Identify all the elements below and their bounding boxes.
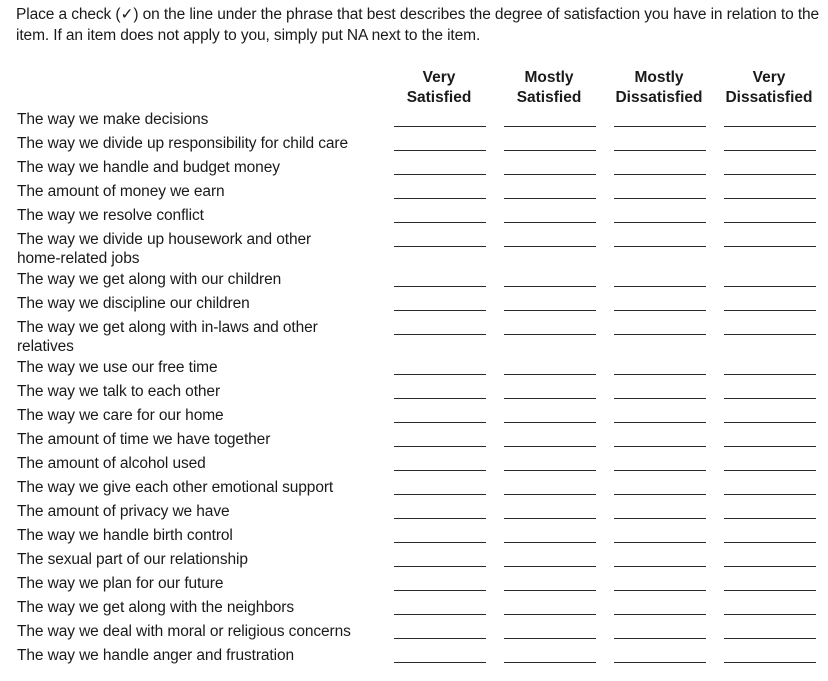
answer-blank-mostly-dissatisfied[interactable]: [614, 614, 706, 615]
answer-blank-very-dissatisfied[interactable]: [724, 542, 816, 543]
answer-blank-very-dissatisfied[interactable]: [724, 246, 816, 247]
answer-blank-mostly-dissatisfied[interactable]: [614, 126, 706, 127]
answer-blank-mostly-dissatisfied[interactable]: [614, 518, 706, 519]
column-headers: [0, 68, 828, 112]
survey-item-row: [0, 622, 828, 646]
answer-blank-very-satisfied[interactable]: [394, 310, 486, 311]
answer-blank-very-dissatisfied[interactable]: [724, 446, 816, 447]
survey-item-label: The amount of money we earn: [17, 183, 225, 200]
answer-blank-mostly-satisfied[interactable]: [504, 518, 596, 519]
answer-blank-mostly-satisfied[interactable]: [504, 542, 596, 543]
survey-item-row: [0, 110, 828, 134]
answer-blank-mostly-satisfied[interactable]: [504, 422, 596, 423]
answer-blank-mostly-dissatisfied[interactable]: [614, 198, 706, 199]
survey-item-row: [0, 358, 828, 382]
answer-blank-mostly-dissatisfied[interactable]: [614, 222, 706, 223]
survey-item-row: [0, 294, 828, 318]
survey-item-label: The way we care for our home: [17, 407, 224, 424]
answer-blank-mostly-dissatisfied[interactable]: [614, 174, 706, 175]
answer-blank-very-satisfied[interactable]: [394, 398, 486, 399]
survey-item-label: The way we discipline our children: [17, 295, 250, 312]
column-header-line1: Very: [422, 69, 456, 86]
answer-blank-mostly-satisfied[interactable]: [504, 334, 596, 335]
answer-blank-very-satisfied[interactable]: [394, 470, 486, 471]
answer-blank-very-satisfied[interactable]: [394, 590, 486, 591]
answer-blank-mostly-dissatisfied[interactable]: [614, 470, 706, 471]
answer-blank-very-satisfied[interactable]: [394, 638, 486, 639]
survey-item-row: [0, 502, 828, 526]
answer-blank-mostly-dissatisfied[interactable]: [614, 398, 706, 399]
answer-blank-mostly-dissatisfied[interactable]: [614, 150, 706, 151]
survey-item-label: The way we divide up responsibility for child care: [17, 135, 348, 152]
survey-item-row: [0, 406, 828, 430]
answer-blank-mostly-satisfied[interactable]: [504, 150, 596, 151]
answer-blank-very-satisfied[interactable]: [394, 334, 486, 335]
survey-item-label: The amount of alcohol used: [17, 455, 206, 472]
answer-blank-mostly-satisfied[interactable]: [504, 638, 596, 639]
answer-blank-very-dissatisfied[interactable]: [724, 334, 816, 335]
survey-item-label: The way we get along with the neighbors: [17, 599, 294, 616]
answer-blank-mostly-satisfied[interactable]: [504, 222, 596, 223]
answer-blank-very-dissatisfied[interactable]: [724, 310, 816, 311]
survey-item-row: [0, 318, 828, 358]
answer-blank-mostly-satisfied[interactable]: [504, 198, 596, 199]
answer-blank-very-satisfied[interactable]: [394, 198, 486, 199]
answer-blank-mostly-satisfied[interactable]: [504, 590, 596, 591]
survey-item-row: [0, 182, 828, 206]
answer-blank-mostly-satisfied[interactable]: [504, 174, 596, 175]
survey-item-label: The way we handle anger and frustration: [17, 647, 294, 664]
answer-blank-mostly-dissatisfied[interactable]: [614, 446, 706, 447]
answer-blank-very-dissatisfied[interactable]: [724, 422, 816, 423]
answer-blank-very-satisfied[interactable]: [394, 174, 486, 175]
column-header-line2: Dissatisfied: [725, 89, 813, 106]
answer-blank-very-satisfied[interactable]: [394, 494, 486, 495]
survey-item-label: The way we handle and budget money: [17, 159, 280, 176]
survey-item-label: The way we use our free time: [17, 359, 218, 376]
answer-blank-very-satisfied[interactable]: [394, 126, 486, 127]
survey-item-row: [0, 454, 828, 478]
survey-item-row: [0, 574, 828, 598]
survey-item-label: The way we give each other emotional support: [17, 479, 334, 496]
survey-item-label: The way we talk to each other: [17, 383, 221, 400]
survey-item-row: [0, 478, 828, 502]
answer-blank-mostly-dissatisfied[interactable]: [614, 286, 706, 287]
survey-item-row: [0, 430, 828, 454]
answer-blank-mostly-satisfied[interactable]: [504, 470, 596, 471]
answer-blank-very-dissatisfied[interactable]: [724, 662, 816, 663]
answer-blank-mostly-dissatisfied[interactable]: [614, 566, 706, 567]
answer-blank-mostly-satisfied[interactable]: [504, 310, 596, 311]
answer-blank-very-dissatisfied[interactable]: [724, 150, 816, 151]
answer-blank-very-satisfied[interactable]: [394, 222, 486, 223]
answer-blank-very-satisfied[interactable]: [394, 518, 486, 519]
answer-blank-very-dissatisfied[interactable]: [724, 470, 816, 471]
answer-blank-very-dissatisfied[interactable]: [724, 566, 816, 567]
answer-blank-mostly-dissatisfied[interactable]: [614, 374, 706, 375]
survey-item-row: [0, 646, 828, 670]
answer-blank-very-dissatisfied[interactable]: [724, 126, 816, 127]
survey-item-row: [0, 382, 828, 406]
answer-blank-very-satisfied[interactable]: [394, 662, 486, 663]
answer-blank-mostly-dissatisfied[interactable]: [614, 542, 706, 543]
answer-blank-very-satisfied[interactable]: [394, 614, 486, 615]
answer-blank-mostly-dissatisfied[interactable]: [614, 494, 706, 495]
column-header-line1: Mostly: [634, 69, 684, 86]
answer-blank-very-satisfied[interactable]: [394, 542, 486, 543]
column-header-very-dissatisfied: [714, 68, 824, 108]
answer-blank-very-dissatisfied[interactable]: [724, 374, 816, 375]
column-header-mostly-dissatisfied: [604, 68, 714, 108]
answer-blank-mostly-dissatisfied[interactable]: [614, 662, 706, 663]
answer-blank-very-satisfied[interactable]: [394, 374, 486, 375]
survey-item-row: [0, 134, 828, 158]
column-header-very-satisfied: [384, 68, 494, 108]
answer-blank-mostly-satisfied[interactable]: [504, 614, 596, 615]
survey-item-row: [0, 598, 828, 622]
column-header-line1: Very: [752, 69, 786, 86]
survey-item-row: [0, 270, 828, 294]
answer-blank-mostly-satisfied[interactable]: [504, 662, 596, 663]
survey-item-row: [0, 230, 828, 270]
column-header-line2: Dissatisfied: [615, 89, 703, 106]
survey-item-label: The amount of privacy we have: [17, 503, 230, 520]
column-header-line2: Satisfied: [406, 89, 472, 106]
answer-blank-very-satisfied[interactable]: [394, 246, 486, 247]
survey-item-label: The way we get along with our children: [17, 271, 282, 288]
answer-blank-very-dissatisfied[interactable]: [724, 614, 816, 615]
survey-item-label: The way we plan for our future: [17, 575, 224, 592]
answer-blank-mostly-dissatisfied[interactable]: [614, 246, 706, 247]
survey-item-row: [0, 526, 828, 550]
column-header-line1: Mostly: [524, 69, 574, 86]
answer-blank-very-dissatisfied[interactable]: [724, 518, 816, 519]
survey-item-label: The sexual part of our relationship: [17, 551, 248, 568]
answer-blank-mostly-satisfied[interactable]: [504, 566, 596, 567]
answer-blank-very-dissatisfied[interactable]: [724, 286, 816, 287]
answer-blank-very-satisfied[interactable]: [394, 566, 486, 567]
answer-blank-mostly-satisfied[interactable]: [504, 374, 596, 375]
answer-blank-mostly-satisfied[interactable]: [504, 126, 596, 127]
answer-blank-very-satisfied[interactable]: [394, 150, 486, 151]
survey-item-label: The way we divide up housework and other home-related jobs: [17, 231, 312, 267]
survey-item-row: [0, 550, 828, 574]
answer-blank-mostly-dissatisfied[interactable]: [614, 334, 706, 335]
instructions-text: Place a check (✓) on the line under the phrase that best describes the degree of satisfaction you have in relation to the item. If an item does not apply to you, simply put NA next to the item.: [16, 6, 820, 44]
survey-item-label: The way we deal with moral or religious concerns: [17, 623, 351, 640]
answer-blank-mostly-satisfied[interactable]: [504, 286, 596, 287]
answer-blank-very-satisfied[interactable]: [394, 286, 486, 287]
answer-blank-very-dissatisfied[interactable]: [724, 398, 816, 399]
answer-blank-mostly-dissatisfied[interactable]: [614, 638, 706, 639]
answer-blank-very-dissatisfied[interactable]: [724, 590, 816, 591]
column-header-mostly-satisfied: [494, 68, 604, 108]
answer-blank-mostly-dissatisfied[interactable]: [614, 310, 706, 311]
survey-item-row: [0, 206, 828, 230]
answer-blank-mostly-dissatisfied[interactable]: [614, 590, 706, 591]
answer-blank-very-dissatisfied[interactable]: [724, 198, 816, 199]
answer-blank-very-satisfied[interactable]: [394, 422, 486, 423]
answer-blank-very-dissatisfied[interactable]: [724, 222, 816, 223]
answer-blank-very-dissatisfied[interactable]: [724, 174, 816, 175]
answer-blank-mostly-satisfied[interactable]: [504, 446, 596, 447]
answer-blank-mostly-dissatisfied[interactable]: [614, 422, 706, 423]
survey-item-label: The way we resolve conflict: [17, 207, 204, 224]
answer-blank-very-dissatisfied[interactable]: [724, 638, 816, 639]
survey-items: [0, 110, 828, 670]
column-header-line2: Satisfied: [516, 89, 582, 106]
survey-item-label: The amount of time we have together: [17, 431, 271, 448]
survey-item-label: The way we handle birth control: [17, 527, 233, 544]
survey-item-label: The way we make decisions: [17, 111, 209, 128]
survey-item-row: [0, 158, 828, 182]
answer-blank-very-dissatisfied[interactable]: [724, 494, 816, 495]
answer-blank-mostly-satisfied[interactable]: [504, 494, 596, 495]
answer-blank-mostly-satisfied[interactable]: [504, 398, 596, 399]
answer-blank-very-satisfied[interactable]: [394, 446, 486, 447]
answer-blank-mostly-satisfied[interactable]: [504, 246, 596, 247]
survey-item-label: The way we get along with in-laws and other relatives: [17, 319, 318, 355]
